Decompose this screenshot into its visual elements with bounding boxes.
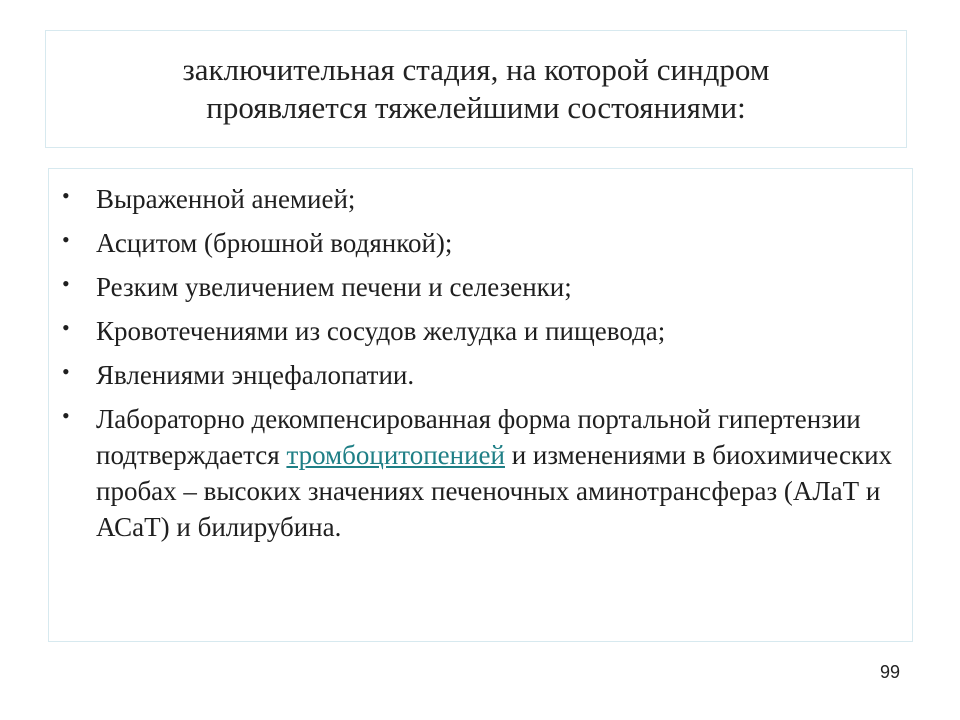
list-item	[49, 357, 909, 393]
list-item-text: Резким увеличением печени и селезенки;	[96, 272, 572, 302]
bullet-icon: •	[62, 359, 70, 384]
list-item	[49, 313, 909, 349]
list-item-text-after: и изменениями в биохимических пробах – высоких значениях печеночных аминотрансфераз (АЛаТ и АСаТ) и билирубина.	[96, 440, 893, 542]
bullet-icon: •	[62, 315, 70, 340]
thrombocytopenia-link[interactable]: тромбоцитопенией	[286, 440, 505, 470]
list-item	[49, 269, 909, 305]
slide-title: заключительная стадия, на которой синдром проявляется тяжелейшими состояниями:	[182, 52, 770, 125]
list-item-text-before: Лабораторно декомпенсированная форма портальной гипертензии подтверждается	[96, 404, 861, 470]
list-item	[49, 181, 909, 217]
list-item	[49, 225, 909, 261]
bullet-icon: •	[62, 227, 70, 252]
list-item-text: Явлениями энцефалопатии.	[96, 360, 415, 390]
bullet-icon: •	[62, 271, 70, 296]
bullet-list	[49, 181, 909, 553]
title-box	[45, 30, 907, 148]
list-item-text: Кровотечениями из сосудов желудка и пищевода;	[96, 316, 666, 346]
page-number: 99	[880, 662, 901, 682]
list-item-text: Асцитом (брюшной водянкой);	[96, 228, 453, 258]
content-box	[48, 168, 913, 642]
bullet-icon: •	[62, 403, 70, 428]
list-item	[49, 401, 909, 545]
list-item-text: Выраженной анемией;	[96, 184, 356, 214]
bullet-icon: •	[62, 183, 70, 208]
